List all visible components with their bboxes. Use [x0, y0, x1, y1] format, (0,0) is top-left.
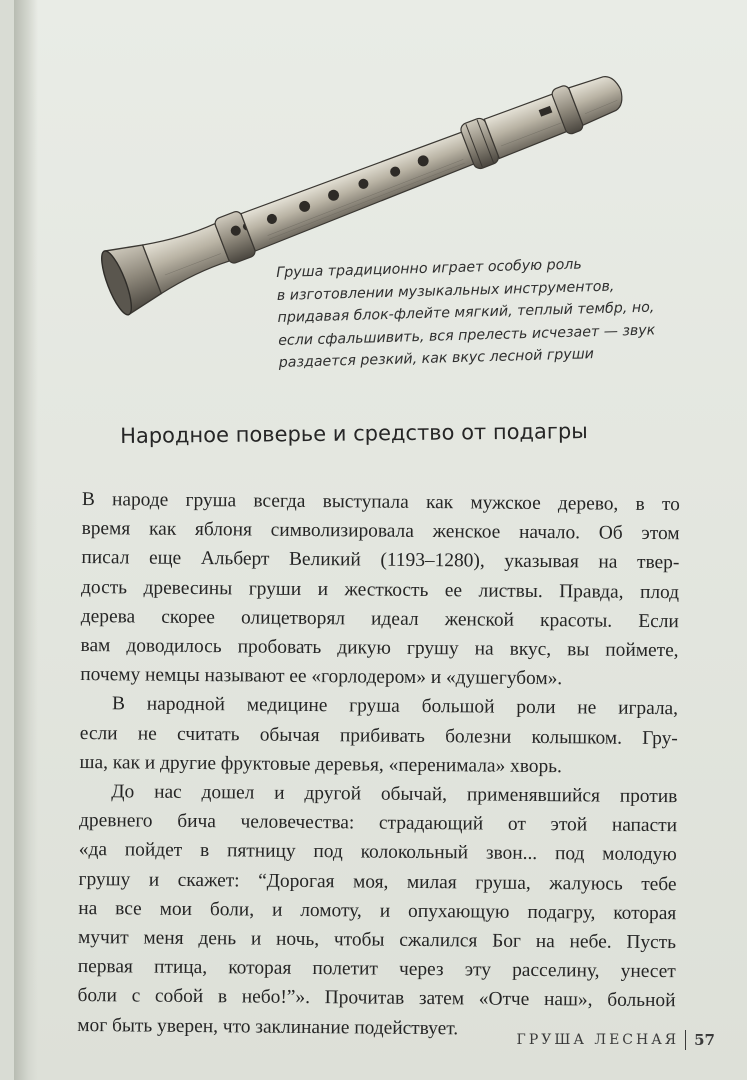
body-line: В народной медицине груша большой роли не играла, — [111, 693, 679, 720]
body-text — [77, 485, 680, 1045]
caption-line: раздается резкий, как вкус лесной груши — [278, 346, 595, 371]
body-line: В народе груша всегда выступала как мужское дерево, в то — [81, 488, 680, 516]
book-page — [14, 0, 747, 1080]
body-line: почему немцы называют ее «горлодером» и «душегубом». — [80, 664, 563, 690]
body-line: писал еще Альберт Великий (1193–1280), указывая на твер- — [81, 547, 680, 574]
body-line: дость древесины груши и жесткость ее листвы. Правда, плод — [81, 576, 680, 603]
caption-line: Груша традиционно играет особую роль — [276, 256, 582, 281]
body-line: «да пойдет в пятницу под колокольный звон... под молодую — [78, 839, 677, 866]
caption-line: придавая блок-флейте мягкий, теплый тембр, но, — [277, 299, 655, 326]
section-heading: Народное поверье и средство от подагры — [120, 419, 588, 448]
page-number: 57 — [694, 1031, 715, 1049]
body-line: дерева скорее олицетворял идеал женской красоты. Если — [80, 605, 679, 633]
body-line: мог быть уверен, что заклинание подействует. — [77, 1014, 459, 1039]
body-line: мучит меня день и ночь, чтобы сжалился Бог на небе. Пусть — [77, 927, 677, 954]
page-footer — [517, 1030, 715, 1050]
body-line: первая птица, которая полетит через эту расселину, унесет — [77, 956, 676, 983]
body-line: До нас дошел и другой обычай, применявшийся против — [111, 781, 678, 808]
body-line: вам доводилось пробовать дикую грушу на вкус, вы поймете, — [80, 635, 679, 662]
body-line: если не считать обычая прибивать болезни колышком. Гру- — [79, 722, 678, 749]
body-line: на все мои боли, и ломоту, и опухающую подагру, которая — [78, 897, 677, 925]
body-line: древнего бича человечества: страдающий от этой напасти — [78, 810, 678, 837]
caption-line: если сфальшивить, вся прелесть исчезает — звук — [277, 321, 656, 349]
body-line: время как яблоня символизировала женское начало. Об этом — [81, 518, 680, 545]
running-title: ГРУША ЛЕСНАЯ — [516, 1032, 680, 1048]
body-line: боли с собой в небо!”». Прочитав затем «Отче наш», больной — [77, 985, 676, 1012]
caption-line: в изготовлении музыкальных инструментов, — [276, 278, 615, 304]
spine-shadow — [14, 0, 38, 1080]
illustration-caption — [276, 251, 679, 375]
body-line: ша, как и другие фруктовые деревья, «перенимала» хворь. — [79, 751, 562, 778]
body-line: грушу и скажет: “Дорогая моя, милая груша, жалуюсь тебе — [78, 868, 677, 895]
footer-separator — [685, 1030, 686, 1050]
